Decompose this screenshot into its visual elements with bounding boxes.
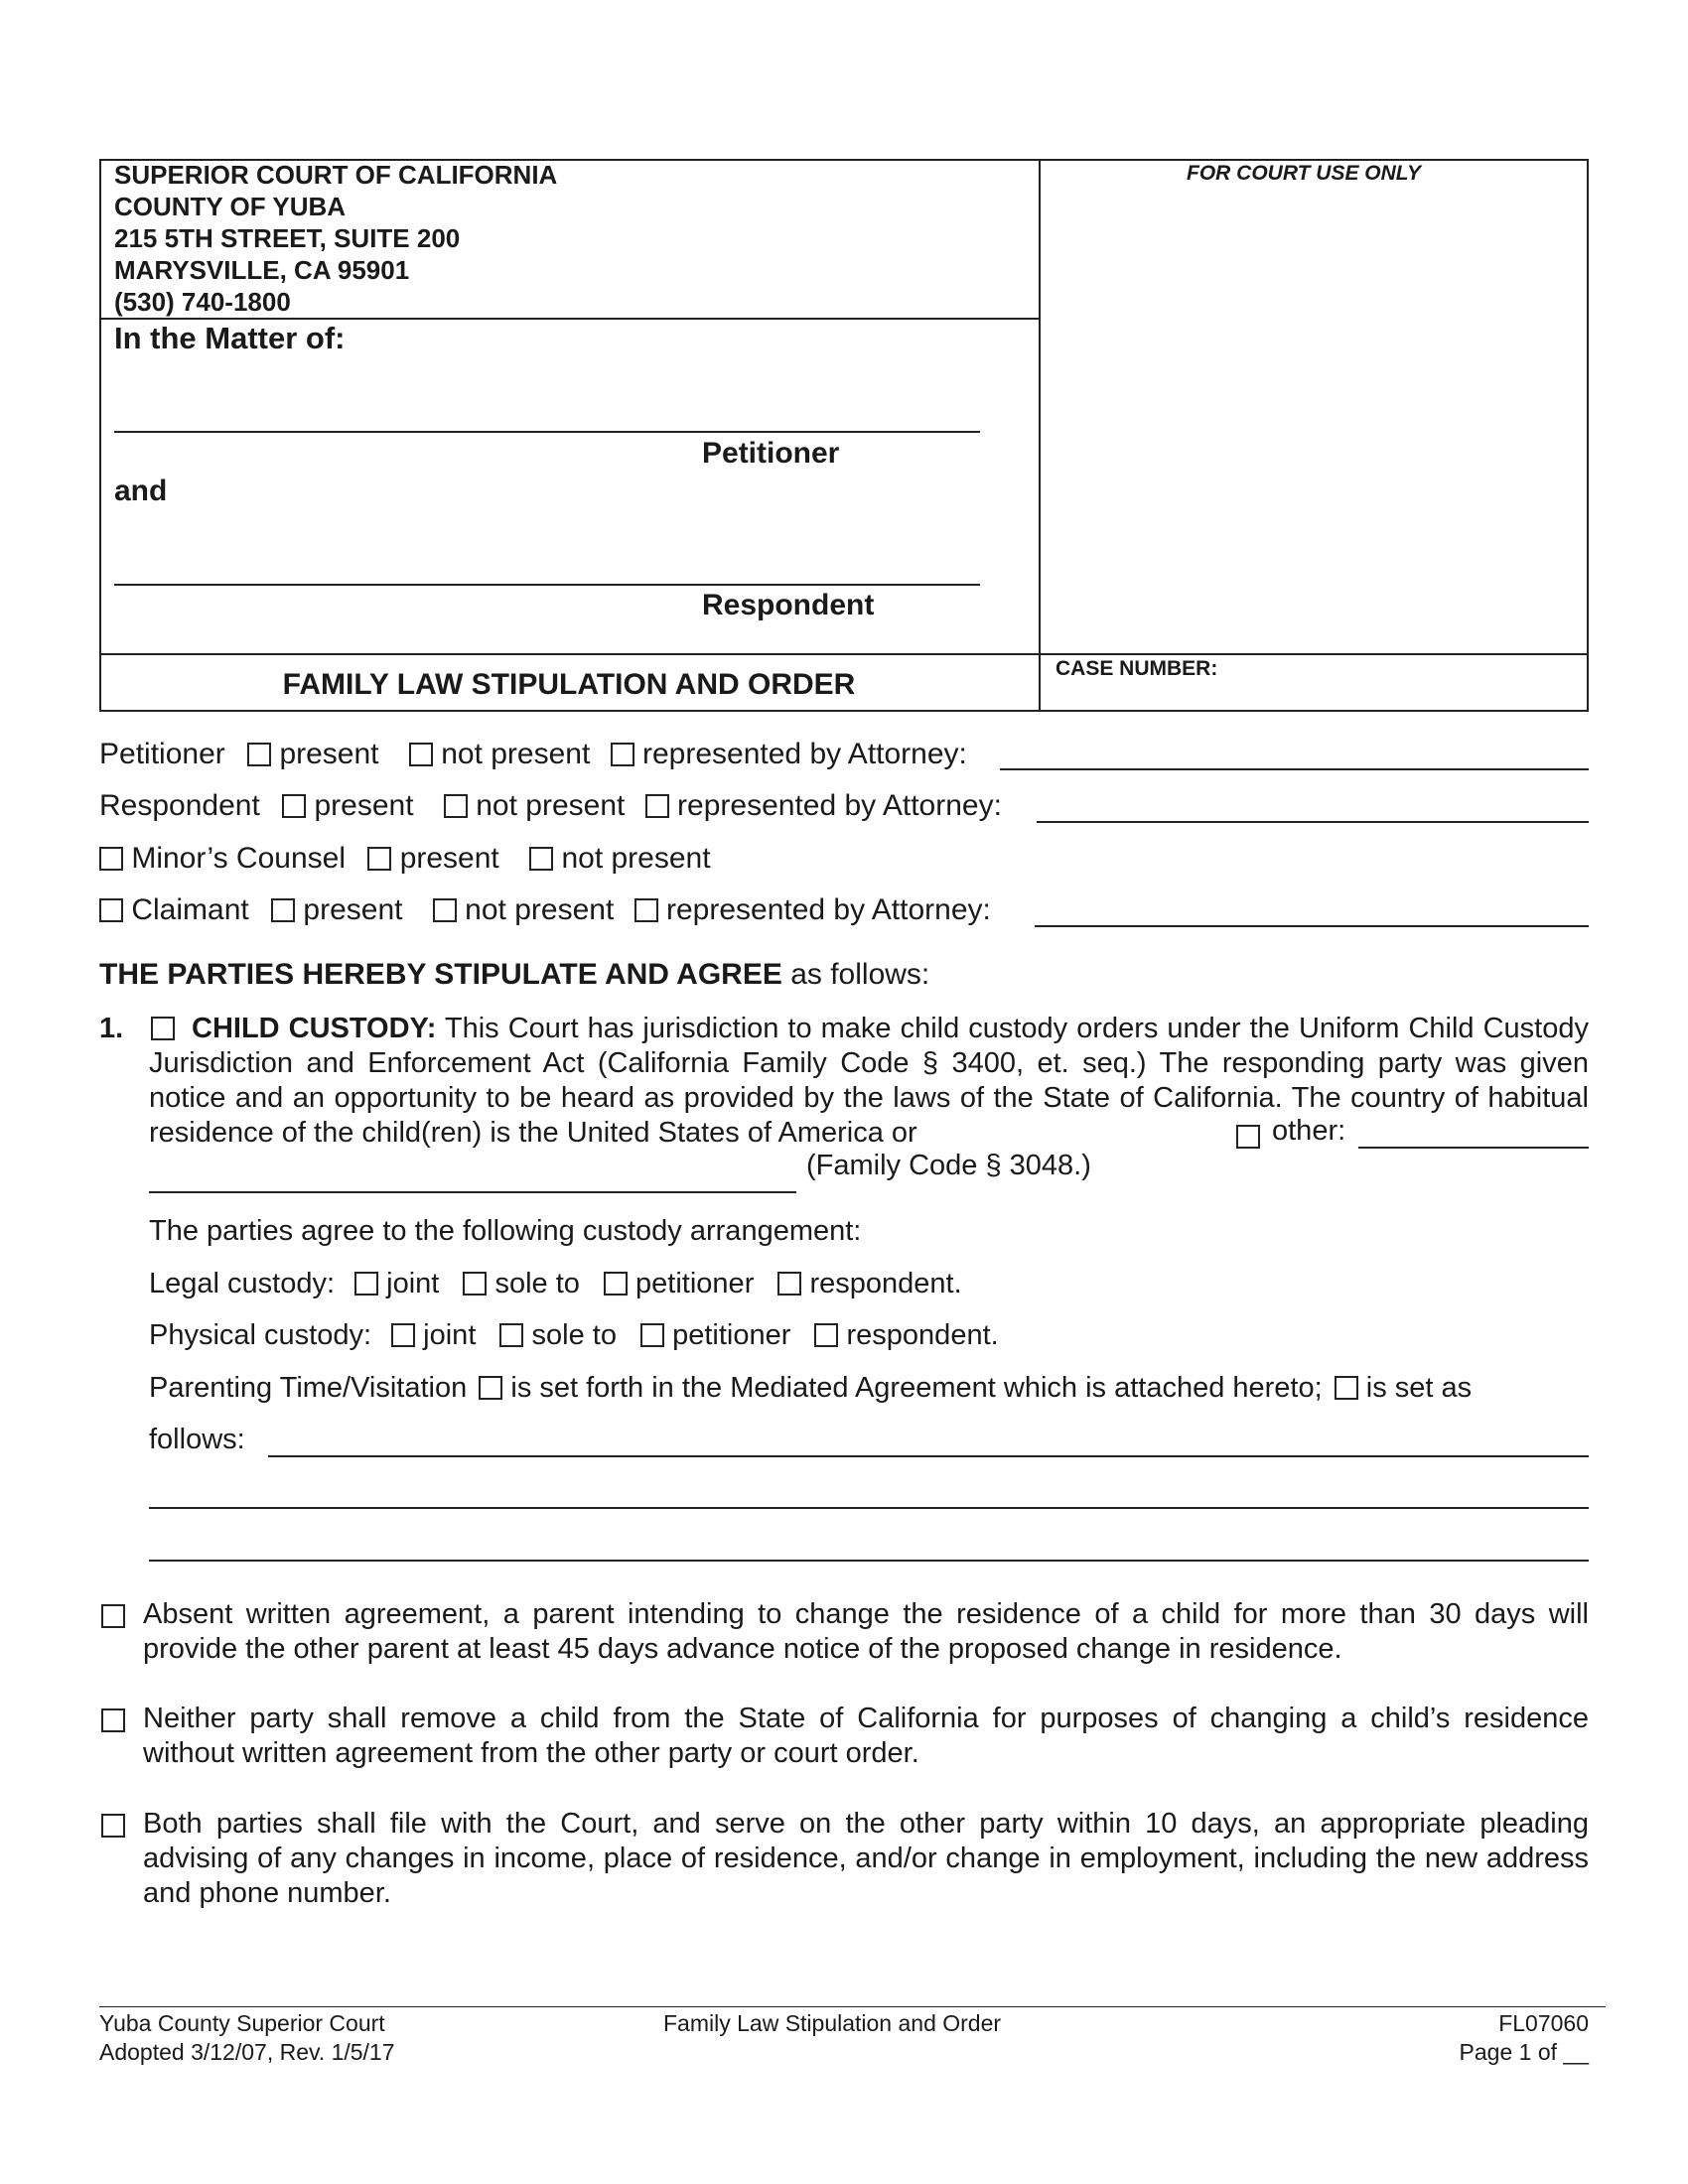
legal-sole-checkbox[interactable] (463, 1272, 487, 1296)
child-custody-heading: CHILD CUSTODY: (192, 1013, 437, 1044)
footer-court: Yuba County Superior Court (99, 2010, 385, 2036)
physical-joint-checkbox[interactable] (391, 1323, 415, 1347)
physical-sole-checkbox[interactable] (499, 1323, 523, 1347)
physical-custody-row (149, 1319, 999, 1352)
mediated-agreement-checkbox[interactable] (479, 1376, 502, 1400)
other-label: other: (1272, 1115, 1346, 1147)
present-label: present (314, 789, 414, 822)
court-line: MARYSVILLE, CA 95901 (114, 255, 410, 285)
footer-rule (99, 2006, 1606, 2007)
respondent-not-present-checkbox[interactable] (444, 794, 468, 818)
physical-petitioner-checkbox[interactable] (640, 1323, 664, 1347)
parenting-time-label: Parenting Time/Visitation (149, 1372, 468, 1404)
case-number-label: CASE NUMBER: (1055, 657, 1218, 680)
visitation-line-1[interactable] (268, 1455, 1589, 1457)
follows-label: follows: (149, 1424, 245, 1455)
other-country-checkbox[interactable] (1236, 1125, 1260, 1149)
footer-form-number: FL07060 (1498, 2010, 1589, 2036)
minors-counsel-label: Minor’s Counsel (131, 842, 346, 875)
respondent-attorney-line[interactable] (1037, 821, 1589, 823)
remove-child-clause: Neither party shall remove a child from the State of California for purposes of changing a child’s residence without written agreement from the other party or court order. (143, 1703, 1589, 1769)
present-label: present (303, 893, 403, 926)
relocation-notice-clause: Absent written agreement, a parent intending to change the residence of a child for more than 30 days will provide the other parent at least 45 days advance notice of the proposed change in residence. (143, 1598, 1589, 1665)
court-address (114, 159, 557, 318)
petitioner-represented-checkbox[interactable] (611, 743, 634, 766)
sole-to-label: sole to (531, 1319, 617, 1351)
legal-petitioner-checkbox[interactable] (604, 1272, 628, 1296)
physical-custody-label: Physical custody: (149, 1319, 372, 1351)
minors-counsel-present-checkbox[interactable] (367, 847, 391, 871)
claimant-label: Claimant (131, 893, 249, 926)
respondent-attendance-row (99, 789, 1002, 823)
joint-label: joint (386, 1268, 440, 1299)
court-line: COUNTY OF YUBA (114, 192, 347, 221)
court-use-label: FOR COURT USE ONLY (1187, 162, 1422, 185)
footer-title: Family Law Stipulation and Order (663, 2010, 1002, 2036)
petitioner-attendance-row (99, 738, 967, 771)
other-country-line[interactable] (1358, 1147, 1589, 1149)
footer-right (1291, 2009, 1589, 2067)
stipulate-heading (99, 958, 929, 992)
respondent-label: Respondent (99, 789, 260, 822)
represented-label: represented by Attorney: (642, 738, 967, 770)
minors-counsel-row (99, 842, 711, 876)
claimant-represented-checkbox[interactable] (634, 898, 658, 922)
family-code-ref: (Family Code § 3048.) (806, 1150, 1091, 1181)
item-number: 1. (99, 1013, 124, 1044)
claimant-row (99, 893, 991, 927)
child-custody-text (149, 1012, 1589, 1151)
notify-changes-checkbox[interactable] (101, 1814, 125, 1838)
represented-label: represented by Attorney: (665, 893, 991, 926)
respondent-represented-checkbox[interactable] (645, 794, 669, 818)
respondent-present-checkbox[interactable] (282, 794, 306, 818)
custody-intro: The parties agree to the following custody arrangement: (149, 1215, 862, 1247)
form-title: FAMILY LAW STIPULATION AND ORDER (282, 668, 856, 701)
petitioner-option: petitioner (635, 1268, 755, 1299)
present-label: present (279, 738, 379, 770)
claimant-present-checkbox[interactable] (271, 898, 295, 922)
represented-label: represented by Attorney: (677, 789, 1002, 822)
not-present-label: not present (561, 842, 711, 875)
stipulate-bold: THE PARTIES HEREBY STIPULATE AND AGREE (99, 958, 782, 991)
present-label: present (399, 842, 499, 875)
court-info-divider (99, 318, 1040, 320)
physical-respondent-checkbox[interactable] (814, 1323, 838, 1347)
matter-of-label: In the Matter of: (114, 321, 346, 355)
petitioner-not-present-checkbox[interactable] (409, 743, 433, 766)
not-present-label: not present (441, 738, 591, 770)
and-label: and (114, 475, 168, 507)
mediated-agreement-label: is set forth in the Mediated Agreement which is attached hereto; (510, 1372, 1323, 1404)
respondent-name-line[interactable] (114, 584, 980, 586)
remove-child-checkbox[interactable] (101, 1708, 125, 1732)
minors-counsel-not-present-checkbox[interactable] (529, 847, 553, 871)
footer-adopted: Adopted 3/12/07, Rev. 1/5/17 (99, 2039, 395, 2065)
court-line: SUPERIOR COURT OF CALIFORNIA (114, 160, 558, 190)
title-divider (99, 653, 1589, 655)
respondent-option: respondent. (809, 1268, 962, 1299)
minors-counsel-checkbox[interactable] (99, 847, 123, 871)
claimant-checkbox[interactable] (99, 898, 123, 922)
legal-joint-checkbox[interactable] (354, 1272, 378, 1296)
court-line: 215 5TH STREET, SUITE 200 (114, 223, 461, 253)
joint-label: joint (423, 1319, 477, 1351)
not-present-label: not present (476, 789, 626, 822)
petitioner-option: petitioner (672, 1319, 791, 1351)
petitioner-name-line[interactable] (114, 431, 980, 433)
notify-changes-clause: Both parties shall file with the Court, and serve on the other party within 10 days, an appropriate pleading advising of any changes in income, place of residence, and/or change in employment, including the new address and phone number. (143, 1808, 1589, 1909)
visitation-line-3[interactable] (149, 1560, 1589, 1562)
claimant-attorney-line[interactable] (1035, 925, 1589, 927)
visitation-line-2[interactable] (149, 1507, 1589, 1509)
petitioner-label: Petitioner (99, 738, 225, 770)
relocation-notice-checkbox[interactable] (101, 1604, 125, 1628)
petitioner-present-checkbox[interactable] (247, 743, 271, 766)
not-present-label: not present (465, 893, 615, 926)
caption-divider (1039, 159, 1041, 712)
stipulate-rest: as follows: (781, 958, 930, 991)
legal-respondent-checkbox[interactable] (777, 1272, 801, 1296)
set-as-follows-checkbox[interactable] (1335, 1376, 1358, 1400)
other-country-line-2[interactable] (149, 1191, 796, 1193)
legal-custody-label: Legal custody: (149, 1268, 336, 1299)
footer-page: Page 1 of __ (1459, 2039, 1589, 2065)
respondent-option: respondent. (846, 1319, 999, 1351)
petitioner-label: Petitioner (702, 437, 840, 470)
respondent-label: Respondent (702, 589, 875, 621)
sole-to-label: sole to (494, 1268, 580, 1299)
footer-left (99, 2009, 395, 2067)
set-as-label: is set as (1365, 1372, 1473, 1404)
petitioner-attorney-line[interactable] (1000, 768, 1589, 770)
court-line: (530) 740-1800 (114, 287, 291, 317)
claimant-not-present-checkbox[interactable] (433, 898, 457, 922)
legal-custody-row (149, 1268, 962, 1300)
jurisdiction-text: This Court has jurisdiction to make child custody orders under the Uniform Child Custody Jurisdiction and Enforcement Act (California Family Code § 3400, et. seq.) The responding party was given notice and an opportunity to be heard as provided by the laws of the State of California. The country of habitual residence of the child(ren) is the United States of America or (149, 1013, 1589, 1149)
parenting-time-row (149, 1372, 1472, 1405)
